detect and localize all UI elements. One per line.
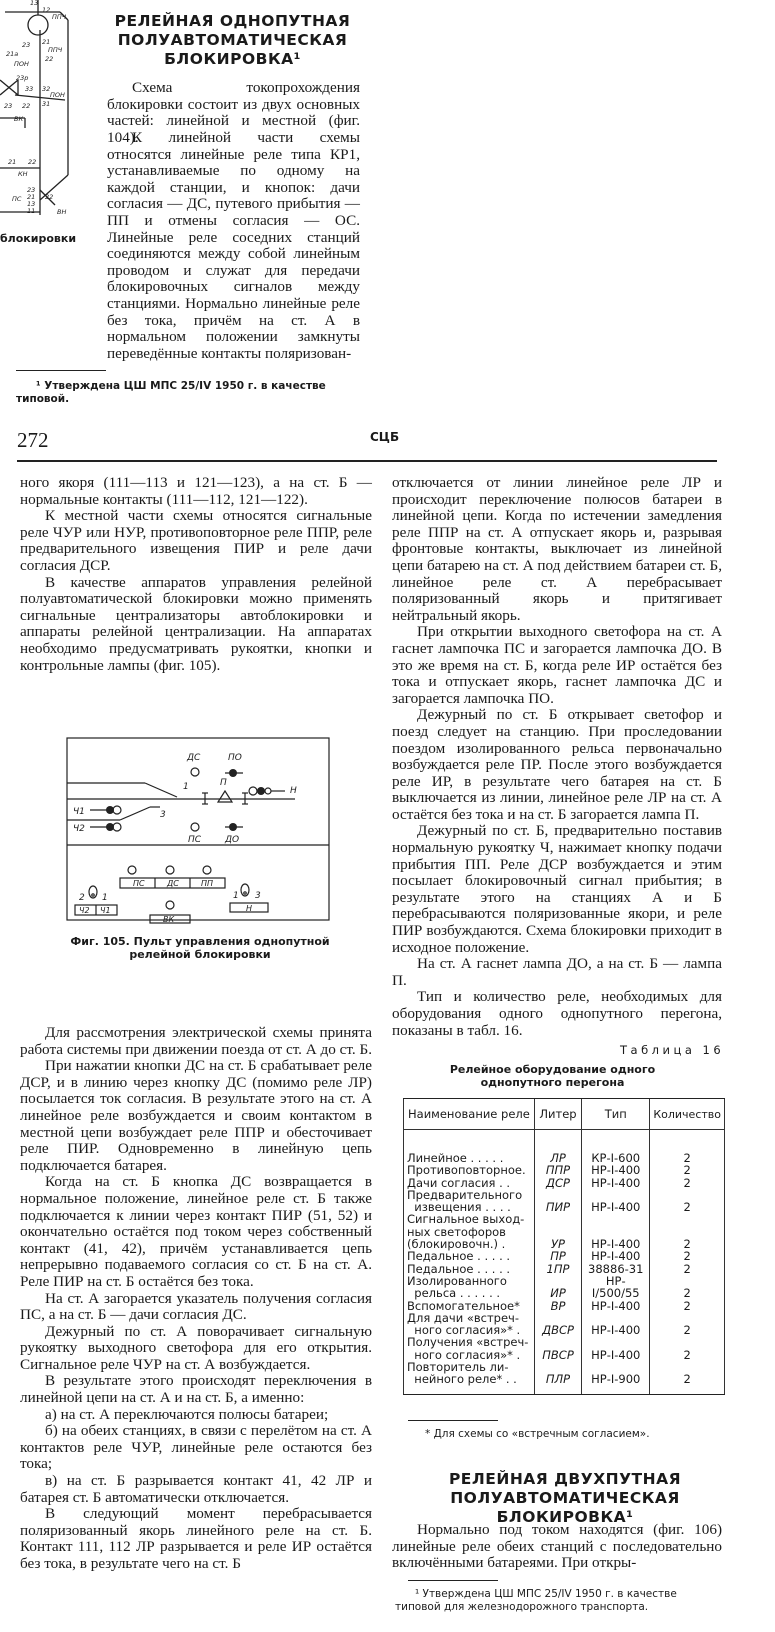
paragraph: На ст. А загорается указатель получения согласия ПС, а на ст. Б — дачи согласия ДС. xyxy=(20,1289,372,1324)
paragraph: На ст. А гаснет лампа ДО, а на ст. Б — лампа П. xyxy=(392,955,722,989)
relay-name-line: Противоповторное. xyxy=(407,1163,526,1178)
heading-line-2: ПОЛУАВТОМАТИЧЕСКАЯ БЛОКИРОВКА¹ xyxy=(450,1489,680,1526)
label-handle-r3: 3 xyxy=(255,891,261,901)
table-bottom-rule xyxy=(403,1394,725,1395)
relay-name-line: нейного реле* . . xyxy=(407,1372,517,1387)
button-pp-label: ПП xyxy=(201,879,214,888)
cell-type: 38886-31 xyxy=(582,1263,650,1275)
cell-relay-name xyxy=(404,1336,535,1361)
relay-name-line: Изолированного xyxy=(407,1273,507,1288)
table-title: Релейное оборудование одного однопутного перегона xyxy=(449,1063,656,1089)
cell-type: НР-I/500/55 xyxy=(582,1275,650,1300)
svg-text:22: 22 xyxy=(45,55,54,63)
cell-relay-name xyxy=(404,1312,535,1337)
paragraph: отключается от линии линейное реле ЛР и происходит переключение полюсов батареи в линейной цепи. Когда по истечении замедления реле ППР на ст. А отпускает якорь и, разрывая фронтовые контакты, выключает из линейной цепи батарею на ст. А под действием батареи ст. Б, линейное реле ст. А перебрасывает поляризованный якорь и притягивает нейтральный якорь. xyxy=(392,474,722,624)
svg-text:23: 23 xyxy=(27,186,36,194)
button-vk-label: ВК xyxy=(163,915,175,924)
bottom-footnote xyxy=(395,1588,725,1614)
cell-quantity: 2 xyxy=(650,1177,725,1189)
paragraph: Схема токопрохождения блокировки состоит из двух основных частей: линейной и местной (фиг. 104). xyxy=(107,79,360,146)
svg-text:ППЧ: ППЧ xyxy=(48,46,63,54)
table-row xyxy=(404,1275,725,1300)
cell-relay-name xyxy=(404,1275,535,1300)
cell-quantity: 2 xyxy=(650,1152,725,1164)
paragraph: В результате этого происходят переключения в линейной цепи на ст. А и на ст. Б, а именно: xyxy=(20,1372,372,1407)
figure-105-caption: Фиг. 105. Пульт управления однопутной релейной блокировки xyxy=(70,935,330,961)
svg-text:31: 31 xyxy=(42,100,51,108)
svg-text:13: 13 xyxy=(30,0,39,7)
svg-text:22: 22 xyxy=(22,102,31,110)
list-item: а) на ст. А переключаются полюсы батареи; xyxy=(45,1405,329,1423)
cell-type: НР-I-400 xyxy=(582,1312,650,1337)
relay-name-line: (блокировочн.) . xyxy=(407,1237,506,1252)
top-footnote xyxy=(16,380,360,406)
paragraph: Дежурный по ст. Б, предварительно поставив нормальную рукоятку Ч, нажимает кнопку подачи прибытия ПП. Реле ДСР возбуждается и этим посылает блокировочный сигнал прибытия; в результате этого на станциях А и Б перебрасываются поляризованные якори, и реле ПИР возбуждаются. Схема блокировки приходит в исходное положение. xyxy=(392,822,722,956)
heading-line-3: БЛОКИРОВКА¹ xyxy=(164,50,301,68)
cell-type: НР-I-400 xyxy=(582,1336,650,1361)
paragraph: Дежурный по ст. Б открывает светофор и поезд следует на станцию. При проследовании поездом изолированного рельса первоначально возбуждается реле ПР. После этого возбуждается реле ИР, в результате чего батарея на ст. Б выключается из линии, линейное реле ЛР на ст. А остаётся без тока и на ст. Б загорается лампа П. xyxy=(392,706,722,823)
cell-liter: ПР xyxy=(534,1250,581,1262)
right-column-final xyxy=(392,1522,722,1572)
cell-liter: ПЛР xyxy=(534,1361,581,1386)
control-panel-diagram-icon xyxy=(65,735,335,925)
table-body xyxy=(404,1130,725,1394)
paragraph: К местной части схемы относятся сигнальные реле ЧУР или НУР, противоповторное реле ППР, реле предварительного извещения ПИР и реле дачи согласия ДСР. xyxy=(20,507,372,574)
paragraph: Дежурный по ст. А поворачивает сигнальную рукоятку выходного светофора для его открытия. Сигнальное реле ЧУР на ст. А возбуждается. xyxy=(20,1322,372,1373)
table-row xyxy=(404,1336,725,1361)
relay-name-line: извещения . . . . xyxy=(407,1200,511,1215)
left-column-bottom xyxy=(20,1025,372,1573)
bottom-footnote-rule xyxy=(408,1580,498,1581)
table-spacer-row xyxy=(404,1130,725,1153)
paragraph: В следующий момент перебрасывается поляризованный якорь линейного реле на ст. Б. Контакт 111, 112 ЛР разрывается и реле ИР остаётся без тока, в результате чего на ст. Б xyxy=(20,1505,372,1572)
cell-quantity: 2 xyxy=(650,1213,725,1250)
paragraph: Когда на ст. Б кнопка ДС возвращается в нормальное положение, линейное реле ст. Б также подключается к линии через контакт ПИР (51, 52) и окончательно остаётся под током через собственный контакт (41, 42), причём устанавливается цепь непрерывно подаваемого согласия со ст. Б на ст. А. Реле ПИР на ст. Б остаётся без тока. xyxy=(20,1173,372,1290)
cell-relay-name xyxy=(404,1361,535,1386)
cell-quantity: 2 xyxy=(650,1250,725,1262)
cell-quantity: 2 xyxy=(650,1361,725,1386)
cell-quantity: 2 xyxy=(650,1263,725,1275)
right-column-text xyxy=(392,475,722,1039)
relay-name-line: Линейное . . . . . xyxy=(407,1151,504,1165)
table-spacer-row xyxy=(404,1386,725,1394)
footnote-text: ¹ Утверждена ЦШ МПС 25/IV 1950 г. в качестве типовой для железнодорожного транспорта. xyxy=(395,1588,677,1613)
cell-liter: ЛР xyxy=(534,1152,581,1164)
list-item: б) на обеих станциях, в связи с перелётом на ст. А контактов реле ЧУР, линейные реле остаются без тока; xyxy=(20,1422,372,1473)
table-footnote-rule xyxy=(408,1420,498,1421)
figure-105-control-panel xyxy=(65,735,335,925)
button-ch2-label: Ч2 xyxy=(79,906,90,915)
cell-type: КР-I-600 xyxy=(582,1152,650,1164)
cell-liter: ППР xyxy=(534,1164,581,1176)
svg-text:21: 21 xyxy=(27,193,36,201)
table-row xyxy=(404,1312,725,1337)
paragraph: Тип и количество реле, необходимых для оборудования одного однопутного перегона, показаны в табл. 16. xyxy=(392,988,722,1039)
label-p: П xyxy=(220,778,227,788)
relay-name-line: Для дачи «встреч- xyxy=(407,1310,519,1325)
heading-line-1: РЕЛЕЙНАЯ ОДНОПУТНАЯ xyxy=(114,12,351,30)
label-handle-1: 1 xyxy=(102,893,108,903)
section-heading-single-track xyxy=(105,12,360,69)
table-label: Таблица 16 xyxy=(620,1043,725,1057)
label-do: ДО xyxy=(225,835,240,845)
cell-quantity: 2 xyxy=(650,1164,725,1176)
label-n: Н xyxy=(290,786,297,796)
relay-name-line: Вспомогательное* xyxy=(407,1298,520,1313)
relay-name-line: Предварительного xyxy=(407,1187,523,1202)
label-ds: ДС xyxy=(187,753,201,763)
paragraph: К линейной части схемы относятся линейные реле типа КР1, устанавливаемые по одному на каждой станции, и кнопок: дачи согласия — ДС, путевого прибытия — ПП и отмены согласия — ОС. Линейные реле соседних станций соединяются между собой линейным проводом и служат для передачи блокировочных сигналов между станциями. Нормально линейные реле без тока, причём на ст. А в нормальном положении замкнуты переведённые контакты поляризован- xyxy=(107,129,360,362)
footnote-text: * Для схемы со «встречным согласием». xyxy=(425,1428,650,1440)
button-ps-label: ПС xyxy=(133,879,145,888)
cell-type: НР-I-400 xyxy=(582,1189,650,1214)
cell-type: НР-I-400 xyxy=(582,1300,650,1312)
cell-relay-name xyxy=(404,1164,535,1176)
table-row xyxy=(404,1213,725,1250)
svg-text:КН: КН xyxy=(18,170,28,178)
paragraph: Нормально под током находятся (фиг. 106) линейные реле обеих станций с последовательно включёнными батареями. При откры- xyxy=(392,1521,722,1572)
relay-name-line: Дачи согласия . . xyxy=(407,1175,511,1190)
label-ps: ПС xyxy=(188,835,202,845)
cell-liter: ДСР xyxy=(534,1177,581,1189)
cell-liter: УР xyxy=(534,1213,581,1250)
relay-name-line: Педальное . . . . . xyxy=(407,1249,511,1264)
relay-equipment-table xyxy=(403,1099,725,1394)
cell-type: НР-I-400 xyxy=(582,1213,650,1250)
paragraph: При нажатии кнопки ДС на ст. Б срабатывает реле ДСР, и в линию через кнопку ДС (помимо реле ЛР) посылается ток согласия. В результате этого на ст. А линейное реле возбуждается и своим контактом в местной цепи возбуждает реле ППР и обесточивает реле ПИР. Одновременно в линейную цепь подключается батарея. xyxy=(20,1057,372,1174)
cell-type: НР-I-400 xyxy=(582,1177,650,1189)
svg-text:22: 22 xyxy=(28,158,37,166)
footnote-text: ¹ Утверждена ЦШ МПС 25/IV 1950 г. в качестве типовой. xyxy=(16,380,326,405)
running-title: СЦБ xyxy=(370,430,400,444)
svg-text:23: 23 xyxy=(4,102,13,110)
svg-text:ПС: ПС xyxy=(12,195,22,203)
svg-text:22: 22 xyxy=(45,193,54,201)
column-header-quantity: Количество xyxy=(650,1099,725,1130)
column-header-liter: Литер xyxy=(534,1099,581,1130)
relay-name-line: Педальное . . . . . xyxy=(407,1261,511,1276)
cell-quantity: 2 xyxy=(650,1312,725,1337)
svg-text:23: 23 xyxy=(22,41,31,49)
heading-line-2: ПОЛУАВТОМАТИЧЕСКАЯ xyxy=(117,31,348,49)
relay-name-line: ного согласия»* . xyxy=(407,1347,521,1362)
svg-text:32: 32 xyxy=(42,85,51,93)
relay-name-line: ных светофоров xyxy=(407,1224,506,1239)
relay-name-line: ного согласия»* . xyxy=(407,1323,521,1338)
relay-name-line: Повторитель ли- xyxy=(407,1360,509,1375)
svg-text:ПОН: ПОН xyxy=(14,60,29,68)
cell-type: НР-I-400 xyxy=(582,1250,650,1262)
label-track-3: 3 xyxy=(160,810,166,820)
cell-liter: ИР xyxy=(534,1275,581,1300)
cell-quantity: 2 xyxy=(650,1189,725,1214)
table-row xyxy=(404,1361,725,1386)
cell-quantity: 2 xyxy=(650,1336,725,1361)
svg-text:12: 12 xyxy=(42,6,51,14)
svg-text:ППЧ: ППЧ xyxy=(52,13,67,21)
table-row xyxy=(404,1189,725,1214)
cell-type: НР-I-900 xyxy=(582,1361,650,1386)
paragraph: При открытии выходного светофора на ст. А гаснет лампочка ПС и загорается лампочка ДО. В это же время на ст. Б, когда реле ИР остаётся без тока и отпускает якорь, гаснет лампочка ДС и загорается лампочка ПО. xyxy=(392,623,722,707)
svg-text:21а: 21а xyxy=(6,50,19,58)
svg-text:13: 13 xyxy=(27,200,36,208)
cell-relay-name xyxy=(404,1213,535,1250)
label-track-1: 1 xyxy=(183,782,189,792)
left-column-top xyxy=(20,475,372,674)
cell-liter: ВР xyxy=(534,1300,581,1312)
button-n-label: Н xyxy=(246,904,253,913)
svg-text:ВК: ВК xyxy=(14,115,24,123)
table-header-row xyxy=(404,1099,725,1130)
relay-name-line: Сигнальное выход- xyxy=(407,1212,525,1227)
header-rule xyxy=(17,460,717,462)
label-ch1: Ч1 xyxy=(73,807,85,817)
relay-name-line: рельса . . . . . . xyxy=(407,1286,501,1301)
button-ch1-label: Ч1 xyxy=(100,906,111,915)
column-header-type: Тип xyxy=(582,1099,650,1130)
label-handle-r1: 1 xyxy=(233,891,239,901)
figure-caption-tail: блокировки xyxy=(0,232,77,245)
cell-liter: ДВСР xyxy=(534,1312,581,1337)
cell-liter: ПИР xyxy=(534,1189,581,1214)
svg-text:33: 33 xyxy=(25,85,34,93)
svg-text:ВН: ВН xyxy=(57,208,67,215)
heading-line-1: РЕЛЕЙНАЯ ДВУХПУТНАЯ xyxy=(448,1470,682,1488)
cell-liter: ПВСР xyxy=(534,1336,581,1361)
cell-liter: 1ПР xyxy=(534,1263,581,1275)
cell-relay-name xyxy=(404,1300,535,1312)
table-row xyxy=(404,1300,725,1312)
table-row xyxy=(404,1164,725,1176)
label-ch2: Ч2 xyxy=(73,824,85,834)
paragraph: ного якоря (111—113 и 121—123), а на ст. Б — нормальные контакты (111—112, 121—122). xyxy=(20,474,372,508)
paragraph: Для рассмотрения электрической схемы принята работа системы при движении поезда от ст. А до ст. Б. xyxy=(20,1024,373,1058)
button-ds-label: ДС xyxy=(167,879,179,888)
cell-type: НР-I-400 xyxy=(582,1164,650,1176)
label-handle-2: 2 xyxy=(79,893,85,903)
column-header-name: Наименование реле xyxy=(404,1099,535,1130)
cell-relay-name xyxy=(404,1250,535,1262)
top-body-text xyxy=(16,130,360,362)
table-row xyxy=(404,1250,725,1262)
svg-text:ПОН: ПОН xyxy=(50,91,65,99)
list-item: в) на ст. Б разрывается контакт 41, 42 ЛР и батарея ст. Б автоматически отключается. xyxy=(20,1472,372,1506)
paragraph: В качестве аппаратов управления релейной полуавтоматической блокировки можно применять сигнальные централизаторы автоблокировки и аппараты релейной централизации. На аппаратах необходимо предусматривать рукоятки, кнопки и контрольные лампы (фиг. 105). xyxy=(20,573,372,674)
page-number: 272 xyxy=(17,428,49,452)
svg-text:11: 11 xyxy=(27,207,36,215)
cell-relay-name xyxy=(404,1189,535,1214)
cell-quantity: 2 xyxy=(650,1300,725,1312)
svg-text:23р: 23р xyxy=(16,74,29,82)
relay-name-line: Получения «встреч- xyxy=(407,1335,529,1350)
section-heading-double-track xyxy=(400,1470,730,1527)
footnote-rule xyxy=(16,370,106,371)
label-po: ПО xyxy=(228,753,242,763)
relay-table xyxy=(403,1098,725,1395)
table-footnote xyxy=(425,1428,725,1441)
svg-text:21: 21 xyxy=(42,38,51,46)
cell-quantity: 2 xyxy=(650,1275,725,1300)
svg-text:21: 21 xyxy=(8,158,17,166)
